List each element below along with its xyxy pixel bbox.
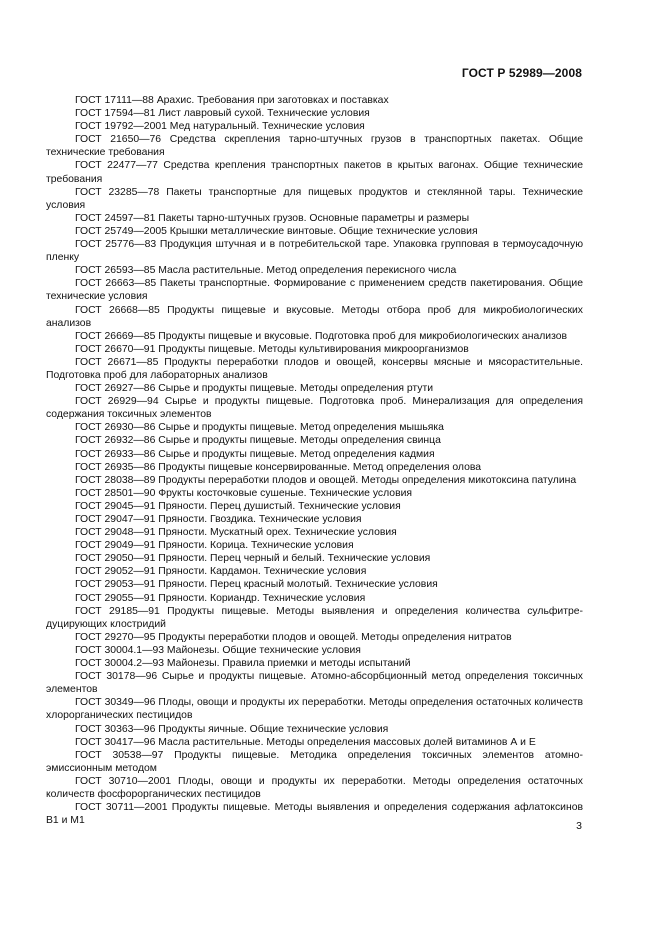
reference-entry: ГОСТ 29052—91 Пряности. Кардамон. Технические условия bbox=[75, 566, 367, 578]
normative-references-list bbox=[46, 94, 583, 827]
reference-entry: ГОСТ 17111—88 Арахис. Требования при заготовках и поставках bbox=[75, 95, 389, 106]
reference-entry: ГОСТ 29050—91 Пряности. Перец черный и белый. Технические условия bbox=[75, 553, 431, 565]
reference-entry: ГОСТ 29049—91 Пряности. Корица. Технические условия bbox=[75, 540, 354, 552]
reference-entry: ГОСТ 21650—76 Средства скрепления тарно-штучных грузов в транспортных пакетах. Общие технические требования bbox=[46, 134, 583, 159]
reference-entry: ГОСТ 29048—91 Пряности. Мускатный орех. Технические условия bbox=[75, 527, 397, 539]
reference-entry: ГОСТ 26663—85 Пакеты транспортные. Формирование с применением средств пакетирования. Общие технические условия bbox=[46, 278, 583, 303]
reference-entry: ГОСТ 19792—2001 Мед натуральный. Технические условия bbox=[75, 121, 365, 133]
reference-entry: ГОСТ 26670—91 Продукты пищевые. Методы культивирования микроорганизмов bbox=[75, 343, 469, 355]
reference-entry: ГОСТ 30417—96 Масла растительные. Методы определения массовых долей витаминов А и Е bbox=[75, 736, 536, 748]
reference-entry: ГОСТ 26933—86 Сырье и продукты пищевые. Метод определения кадмия bbox=[75, 448, 435, 460]
reference-entry: ГОСТ 28501—90 Фрукты косточковые сушеные. Технические условия bbox=[75, 487, 413, 499]
reference-entry: ГОСТ 29185—91 Продукты пищевые. Методы выявления и определения количества сульфитредуцирующих клостридий bbox=[46, 605, 583, 630]
reference-entry: ГОСТ 26935—86 Продукты пищевые консервированные. Метод определения олова bbox=[75, 461, 482, 473]
reference-entry: ГОСТ 29045—91 Пряности. Перец душистый. Технические условия bbox=[75, 500, 401, 512]
reference-entry: ГОСТ 30178—96 Сырье и продукты пищевые. Атомно-абсорбционный метод определения токсичных элементов bbox=[46, 671, 583, 696]
reference-entry: ГОСТ 26930—86 Сырье и продукты пищевые. Метод определения мышьяка bbox=[75, 422, 444, 434]
reference-entry: ГОСТ 25749—2005 Крышки металлические винтовые. Общие технические условия bbox=[75, 225, 478, 237]
reference-entry: ГОСТ 26593—85 Масла растительные. Метод определения перекисного числа bbox=[75, 265, 457, 277]
reference-entry: ГОСТ 26927—86 Сырье и продукты пищевые. Методы определения ртути bbox=[75, 383, 434, 395]
reference-entry: ГОСТ 29053—91 Пряности. Перец красный молотый. Технические условия bbox=[75, 579, 438, 591]
reference-entry: ГОСТ 30363—96 Продукты яичные. Общие технические условия bbox=[75, 723, 389, 735]
reference-entry: ГОСТ 25776—83 Продукция штучная и в потребительской таре. Упаковка групповая в термоусадочную пленку bbox=[46, 239, 583, 264]
reference-entry: ГОСТ 30004.2—93 Майонезы. Правила приемки и методы испытаний bbox=[75, 658, 411, 670]
reference-entry: ГОСТ 30538—97 Продукты пищевые. Методика определения токсичных элементов атомно-эмиссионным методом bbox=[46, 749, 583, 774]
reference-entry: ГОСТ 30711—2001 Продукты пищевые. Методы выявления и определения содержания афлатоксинов В1 и М1 bbox=[46, 802, 583, 827]
reference-entry: ГОСТ 30349—96 Плоды, овощи и продукты их переработки. Методы определения остаточных количеств хлорорганических пестицидов bbox=[46, 697, 583, 722]
reference-entry: ГОСТ 26668—85 Продукты пищевые и вкусовые. Методы отбора проб для микробиологических анализов bbox=[46, 304, 583, 329]
reference-entry: ГОСТ 29270—95 Продукты переработки плодов и овощей. Методы определения нитратов bbox=[75, 631, 512, 643]
reference-entry: ГОСТ 22477—77 Средства крепления транспортных пакетов в крытых вагонах. Общие технические требования bbox=[46, 160, 583, 185]
reference-entry: ГОСТ 28038—89 Продукты переработки плодов и овощей. Методы определения микотоксина патулина bbox=[75, 474, 577, 486]
reference-entry: ГОСТ 26669—85 Продукты пищевые и вкусовые. Подготовка проб для микробиологических анализов bbox=[75, 330, 568, 342]
reference-entry: ГОСТ 29055—91 Пряности. Кориандр. Технические условия bbox=[75, 592, 366, 604]
reference-entry: ГОСТ 30004.1—93 Майонезы. Общие технические условия bbox=[75, 644, 361, 656]
reference-entry: ГОСТ 26929—94 Сырье и продукты пищевые. Подготовка проб. Минерализация для определения содержания токсичных элементов bbox=[46, 396, 583, 421]
reference-entry: ГОСТ 17594—81 Лист лавровый сухой. Технические условия bbox=[75, 108, 370, 120]
reference-entry: ГОСТ 30710—2001 Плоды, овощи и продукты их переработки. Методы определения остаточных количеств фосфорорганических пестицидов bbox=[46, 775, 583, 800]
reference-entry: ГОСТ 29047—91 Пряности. Гвоздика. Технические условия bbox=[75, 514, 362, 525]
reference-entry: ГОСТ 24597—81 Пакеты тарно-штучных грузов. Основные параметры и размеры bbox=[75, 212, 470, 224]
reference-entry: ГОСТ 23285—78 Пакеты транспортные для пищевых продуктов и стеклянной тары. Технические условия bbox=[46, 186, 583, 211]
page-number: 3 bbox=[576, 820, 582, 832]
document-code-header: ГОСТ Р 52989—2008 bbox=[461, 66, 582, 80]
reference-entry: ГОСТ 26671—85 Продукты переработки плодов и овощей, консервы мясные и мясорастительные. Подготовка проб для лабораторных анализов bbox=[46, 356, 583, 381]
reference-entry: ГОСТ 26932—86 Сырье и продукты пищевые. Методы определения свинца bbox=[75, 435, 441, 447]
